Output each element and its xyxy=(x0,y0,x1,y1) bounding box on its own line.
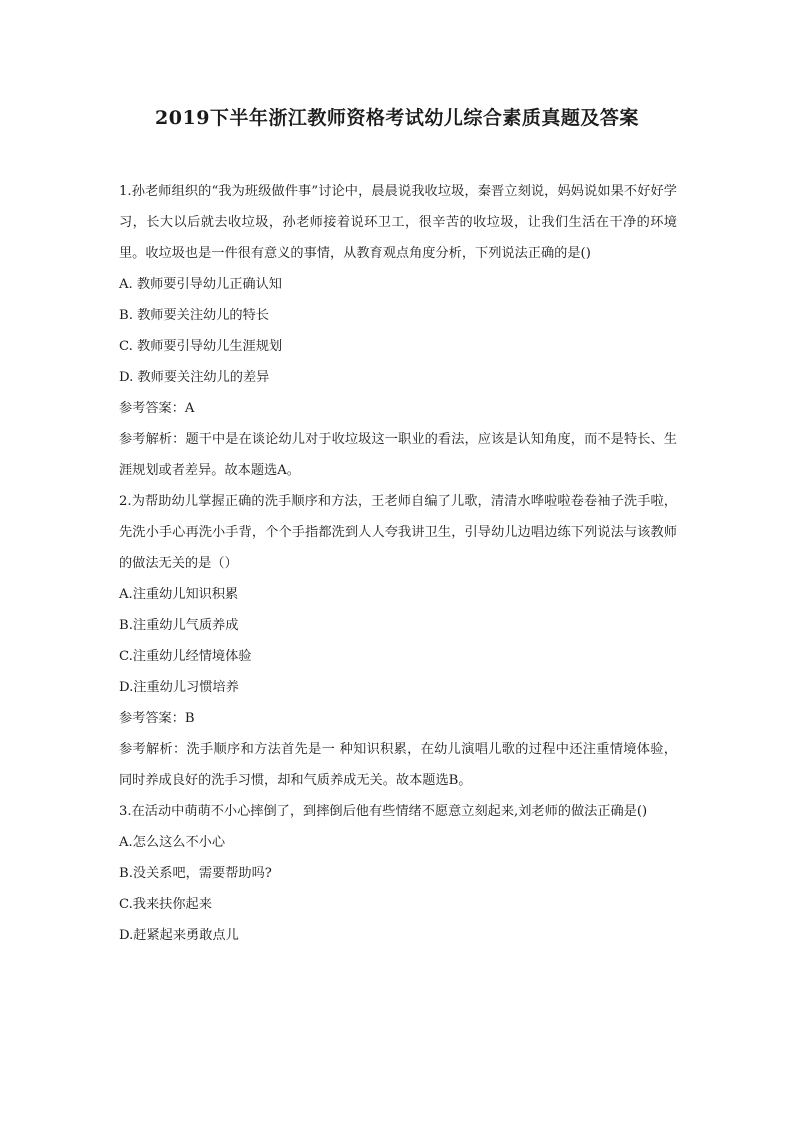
option-c: C.注重幼儿经情境体验 xyxy=(119,649,252,664)
option-d: D.注重幼儿习惯培养 xyxy=(119,680,239,695)
document-body xyxy=(119,176,677,951)
option-c: C.我来扶你起来 xyxy=(119,897,212,912)
question-stem: 1.孙老师组织的“我为班级做件事”讨论中，晨晨说我收垃圾，秦晋立刻说，妈妈说如果不好好学习，长大以后就去收垃圾，孙老师接着说环卫工，很辛苦的收垃圾，让我们生活在干净的环境里。收垃圾也是一件很有意义的事情，从教育观点角度分析，下列说法正确的是() xyxy=(119,184,677,261)
option-b: B.没关系吧，需要帮助吗? xyxy=(119,866,272,881)
reference-analysis: 参考解析：题干中是在谈论幼儿对于收垃圾这一职业的看法，应该是认知角度，而不是特长、生涯规划或者差异。故本题选A。 xyxy=(119,432,677,478)
page-title: 2019下半年浙江教师资格考试幼儿综合素质真题及答案 xyxy=(155,107,639,129)
option-b: B. 教师要关注幼儿的特长 xyxy=(119,308,269,323)
question-3 xyxy=(119,796,677,951)
question-stem: 2.为帮助幼儿掌握正确的洗手顺序和方法，王老师自编了儿歌，清清水哗啦啦卷卷袖子洗手啦，先洗小手心再洗小手背，个个手指都洗到人人夸我讲卫生，引导幼儿边唱边练下列说法与该教师的做法无关的是（） xyxy=(119,494,677,571)
option-d: D. 教师要关注幼儿的差异 xyxy=(119,370,270,385)
reference-answer: 参考答案：B xyxy=(119,711,195,726)
option-a: A.注重幼儿知识积累 xyxy=(119,587,239,602)
reference-answer: 参考答案：A xyxy=(119,401,195,416)
option-a: A. 教师要引导幼儿正确认知 xyxy=(119,277,282,292)
reference-analysis: 参考解析：洗手顺序和方法首先是一 种知识积累，在幼儿演唱儿歌的过程中还注重情境体验，同时养成良好的洗手习惯，却和气质养成无关。故本题选B。 xyxy=(119,742,677,788)
option-a: A.怎么这么不小心 xyxy=(119,835,226,850)
option-b: B.注重幼儿气质养成 xyxy=(119,618,239,633)
option-c: C. 教师要引导幼儿生涯规划 xyxy=(119,339,283,354)
question-stem: 3.在活动中萌萌不小心摔倒了，到摔倒后他有些情绪不愿意立刻起来,刘老师的做法正确是() xyxy=(119,804,648,819)
question-1 xyxy=(119,176,677,486)
question-2 xyxy=(119,486,677,796)
option-d: D.赶紧起来勇敢点儿 xyxy=(119,928,239,943)
